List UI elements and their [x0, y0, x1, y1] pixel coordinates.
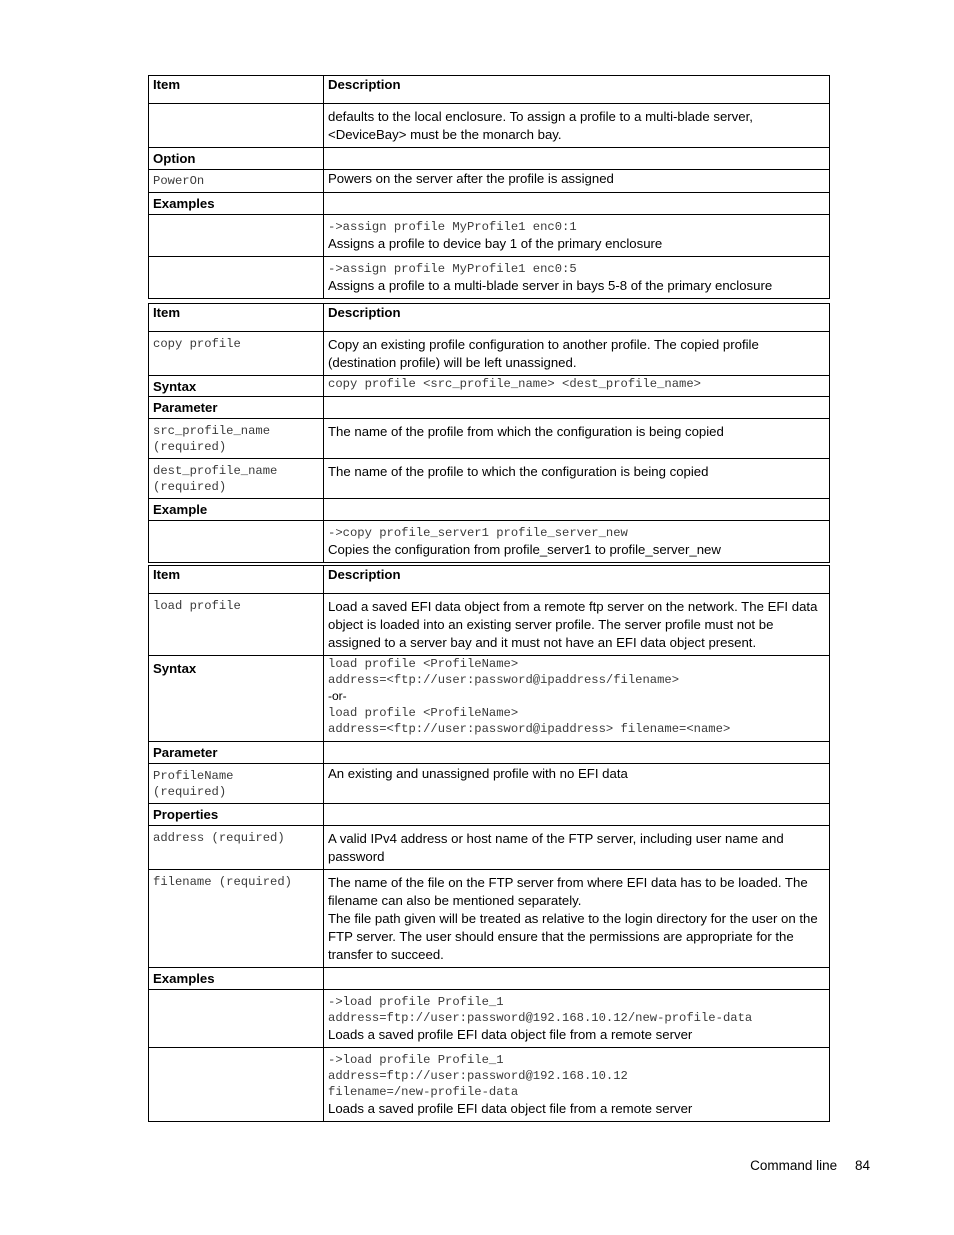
- header-item: Item: [149, 304, 324, 332]
- example-description: Loads a saved profile EFI data object file from a remote server: [328, 1101, 693, 1116]
- example-description: Copies the configuration from profile_server1 to profile_server_new: [328, 542, 721, 557]
- example-cell: [324, 215, 830, 257]
- header-item: Item: [149, 76, 324, 104]
- syntax-cell: [324, 656, 830, 742]
- parameter-qualifier: (required): [153, 480, 227, 494]
- property-description: A valid IPv4 address or host name of the FTP server, including user name and password: [324, 826, 830, 870]
- table-row: [149, 215, 830, 257]
- command-description: Copy an existing profile configuration to another profile. The copied profile (destination profile) will be left unassigned.: [324, 332, 830, 376]
- property-name: address (required): [149, 826, 324, 870]
- table-row: [149, 870, 830, 968]
- continued-description: defaults to the local enclosure. To assign a profile to a multi-blade server, <DeviceBay> must be the monarch bay.: [324, 104, 830, 148]
- section-row: [149, 148, 830, 170]
- section-row: [149, 499, 830, 521]
- table-row: [149, 170, 830, 193]
- table-header-row: [149, 304, 830, 332]
- example-command: ->load profile Profile_1: [328, 1053, 504, 1067]
- property-description: The file path given will be treated as relative to the login directory for the user on the FTP server. The user should ensure that the permissions are appropriate for the transfer to succeed.: [328, 911, 818, 962]
- footer-page-number: 84: [854, 1158, 870, 1173]
- example-cell: [324, 257, 830, 299]
- example-command: ->copy profile_server1 profile_server_new: [328, 526, 628, 540]
- syntax-text: copy profile <src_profile_name> <dest_profile_name>: [324, 376, 830, 397]
- syntax-line: address=<ftp://user:password@ipaddress/filename>: [328, 673, 680, 687]
- parameter-name-text: dest_profile_name: [153, 464, 278, 478]
- footer-section: Command line: [750, 1158, 838, 1173]
- header-description: Description: [324, 566, 830, 594]
- header-description: Description: [324, 76, 830, 104]
- property-description: The name of the file on the FTP server from where EFI data has to be loaded. The filename can also be mentioned separately.: [328, 875, 808, 908]
- option-description: Powers on the server after the profile is assigned: [324, 170, 830, 193]
- table-row: [149, 656, 830, 742]
- section-label-syntax: Syntax: [149, 656, 324, 742]
- syntax-line: load profile <ProfileName>: [328, 657, 519, 671]
- example-description: Loads a saved profile EFI data object file from a remote server: [328, 1027, 693, 1042]
- page-footer: [736, 1158, 870, 1173]
- option-name: PowerOn: [149, 170, 324, 193]
- table-load-profile: [148, 565, 830, 1122]
- section-row: [149, 968, 830, 990]
- property-description-cell: [324, 870, 830, 968]
- syntax-or: -or-: [328, 689, 347, 703]
- table-copy-profile: [148, 303, 830, 563]
- table-row: [149, 332, 830, 376]
- section-row: [149, 804, 830, 826]
- table-row: [149, 376, 830, 397]
- parameter-qualifier: (required): [153, 440, 227, 454]
- example-cell: [324, 521, 830, 563]
- syntax-line: address=<ftp://user:password@ipaddress> filename=<name>: [328, 722, 731, 736]
- example-command: filename=/new-profile-data: [328, 1085, 519, 1099]
- table-row: [149, 1048, 830, 1122]
- section-label-example: Example: [149, 499, 324, 521]
- table-row: [149, 104, 830, 148]
- table-row: [149, 459, 830, 499]
- section-label-syntax: Syntax: [149, 376, 324, 397]
- header-item: Item: [149, 566, 324, 594]
- syntax-line: load profile <ProfileName>: [328, 706, 519, 720]
- table-row: [149, 594, 830, 656]
- example-cell: [324, 990, 830, 1048]
- table-row: [149, 257, 830, 299]
- table-row: [149, 419, 830, 459]
- section-label-option: Option: [149, 148, 324, 170]
- example-command: address=ftp://user:password@192.168.10.12/new-profile-data: [328, 1011, 753, 1025]
- example-command: ->assign profile MyProfile1 enc0:1: [328, 220, 577, 234]
- parameter-name: [149, 419, 324, 459]
- table-header-row: [149, 566, 830, 594]
- parameter-description: The name of the profile to which the configuration is being copied: [324, 459, 830, 499]
- command-description: Load a saved EFI data object from a remote ftp server on the network. The EFI data object is loaded into an existing server profile. The server profile must not be assigned to a server bay and it must not have an EFI data object present.: [324, 594, 830, 656]
- section-row: [149, 397, 830, 419]
- example-command: ->assign profile MyProfile1 enc0:5: [328, 262, 577, 276]
- parameter-name-text: src_profile_name: [153, 424, 271, 438]
- header-description: Description: [324, 304, 830, 332]
- example-cell: [324, 1048, 830, 1122]
- example-command: address=ftp://user:password@192.168.10.12: [328, 1069, 628, 1083]
- example-command: ->load profile Profile_1: [328, 995, 504, 1009]
- parameter-name: [149, 764, 324, 804]
- section-label-parameter: Parameter: [149, 397, 324, 419]
- section-label-examples: Examples: [149, 968, 324, 990]
- section-label-parameter: Parameter: [149, 742, 324, 764]
- parameter-name-text: ProfileName: [153, 769, 234, 783]
- command-name: copy profile: [149, 332, 324, 376]
- table-row: [149, 826, 830, 870]
- command-name: load profile: [149, 594, 324, 656]
- table-row: [149, 521, 830, 563]
- parameter-qualifier: (required): [153, 785, 227, 799]
- example-description: Assigns a profile to device bay 1 of the primary enclosure: [328, 236, 663, 251]
- table-row: [149, 990, 830, 1048]
- parameter-description: The name of the profile from which the configuration is being copied: [324, 419, 830, 459]
- section-row: [149, 742, 830, 764]
- section-label-properties: Properties: [149, 804, 324, 826]
- property-name: filename (required): [149, 870, 324, 968]
- table-header-row: [149, 76, 830, 104]
- section-label-examples: Examples: [149, 193, 324, 215]
- table-row: [149, 764, 830, 804]
- example-description: Assigns a profile to a multi-blade server in bays 5-8 of the primary enclosure: [328, 278, 773, 293]
- section-row: [149, 193, 830, 215]
- table-assign-profile-continued: [148, 75, 830, 299]
- parameter-name: [149, 459, 324, 499]
- parameter-description: An existing and unassigned profile with no EFI data: [324, 764, 830, 804]
